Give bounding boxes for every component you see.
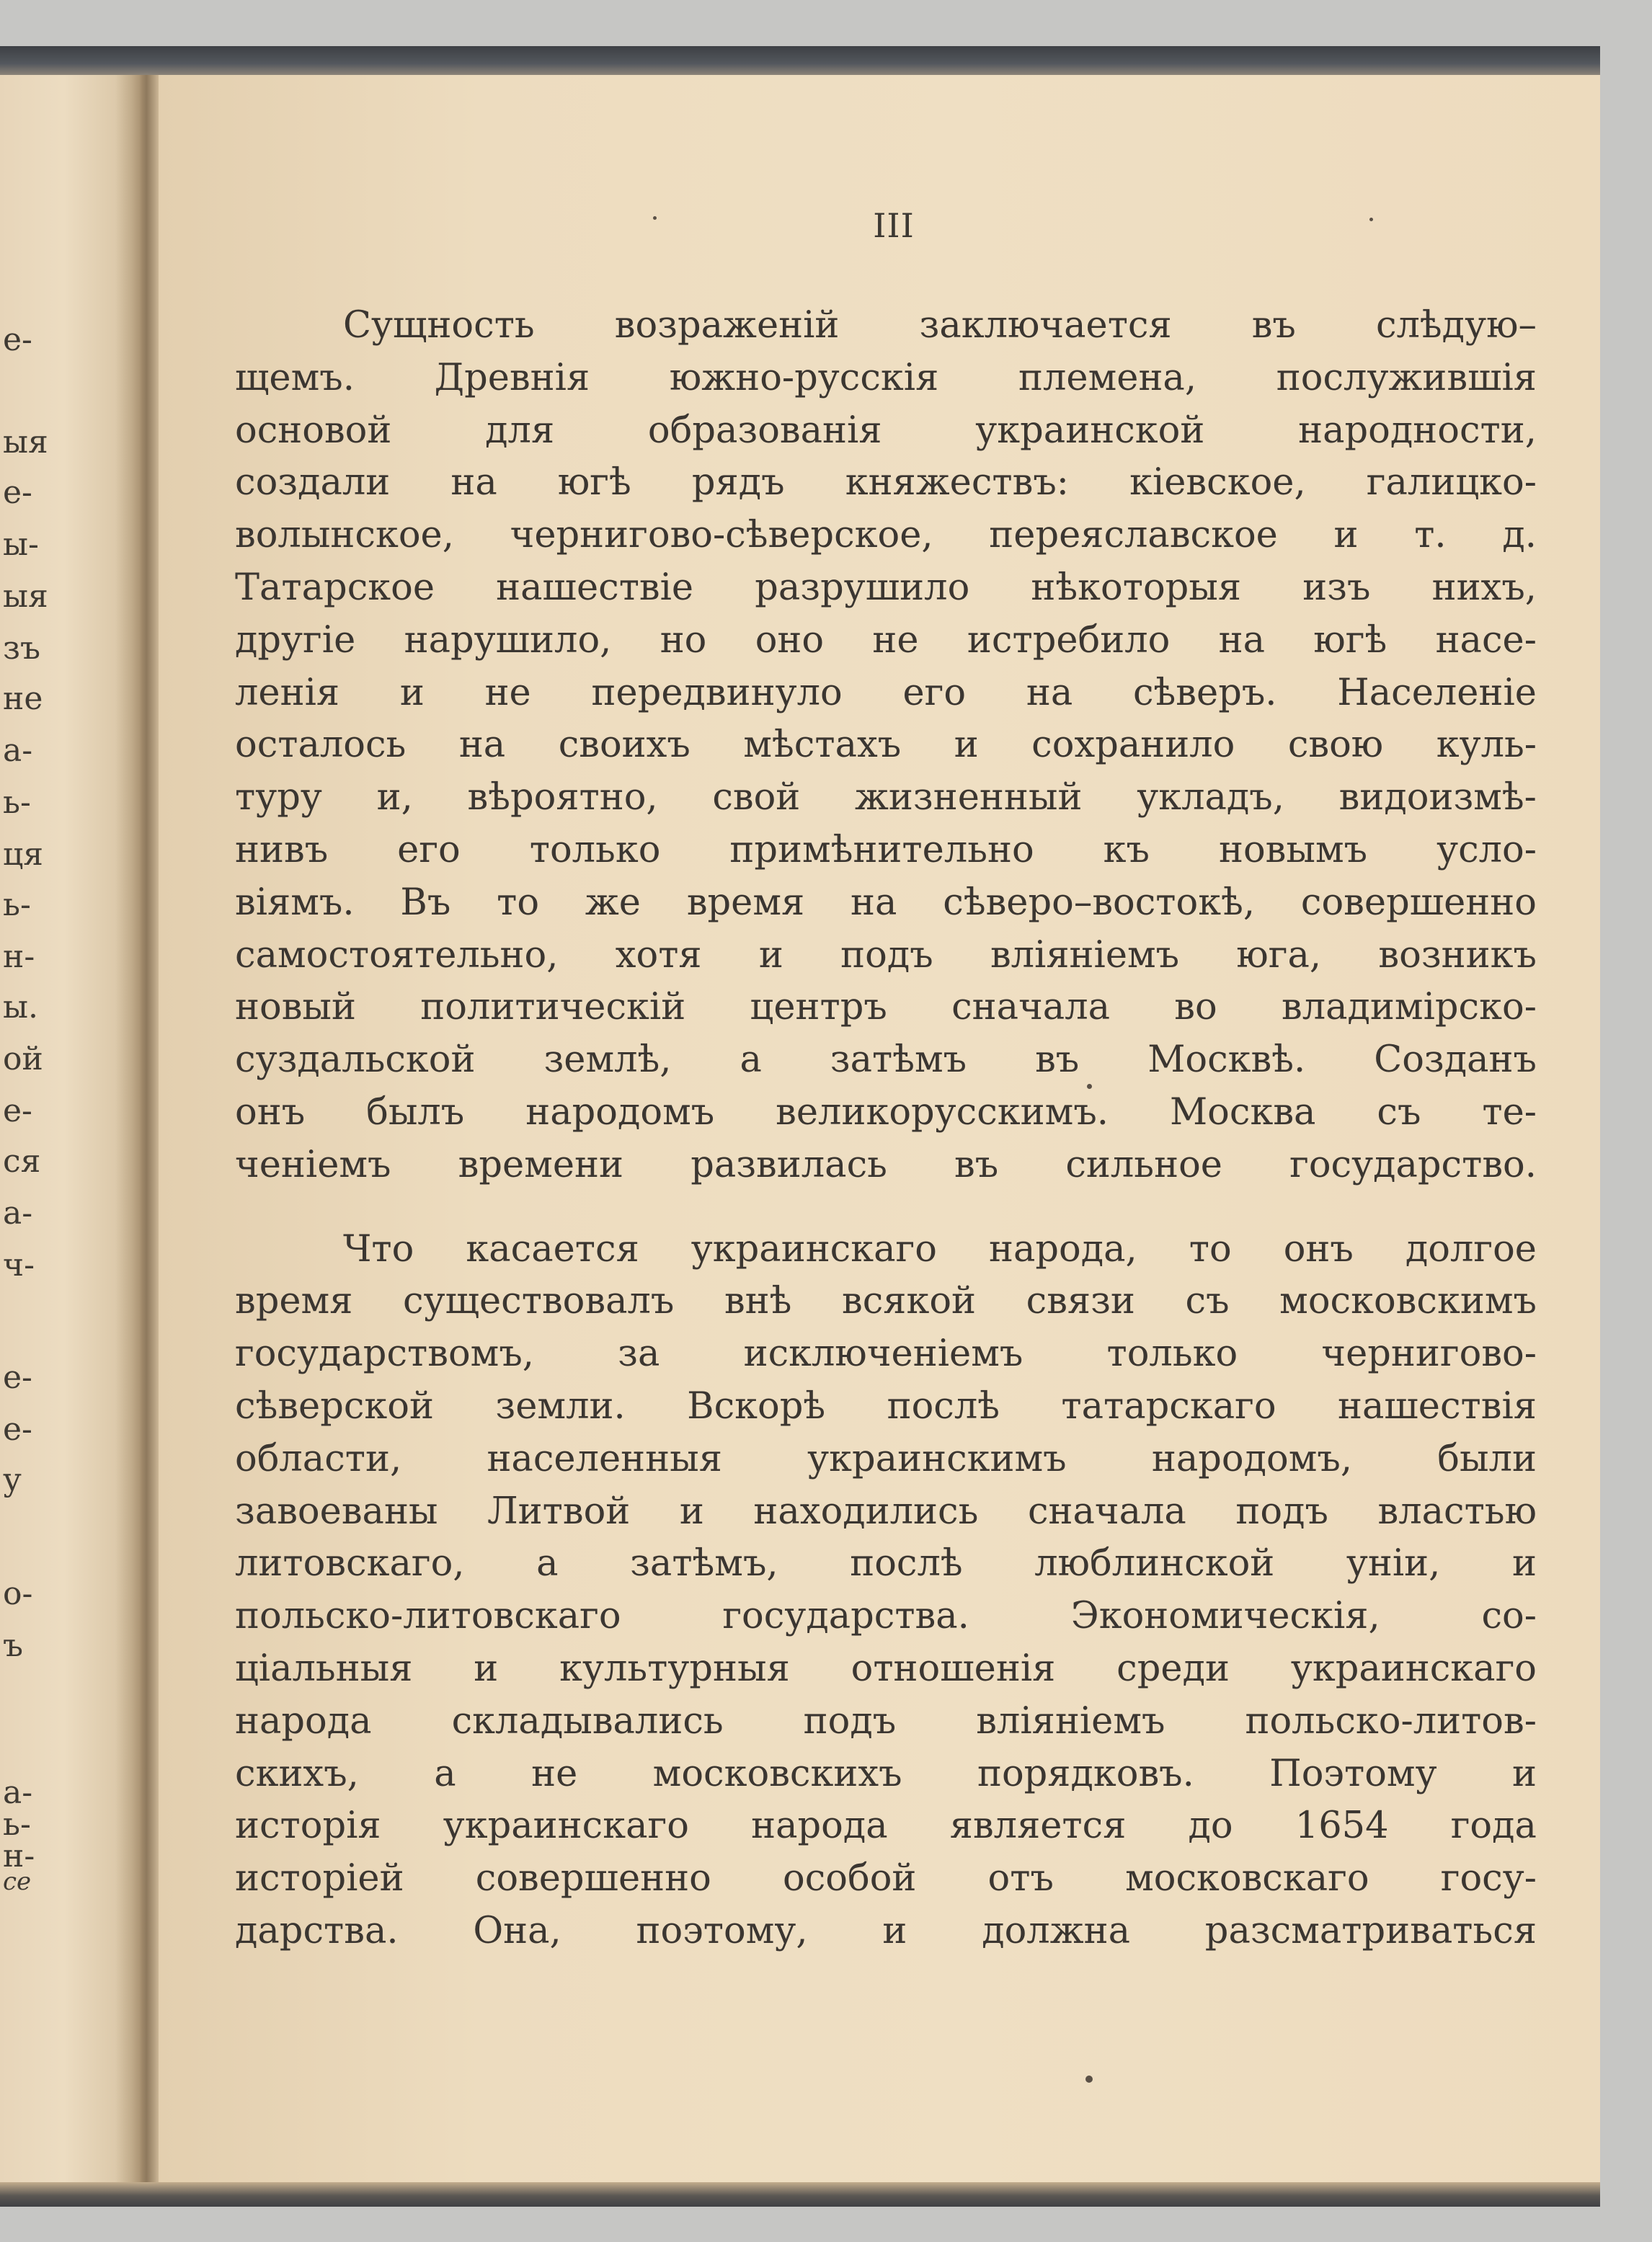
text-line: завоеваны Литвой и находились сначала подъ властью [235,1490,1537,1533]
left-page-fragment: не [3,680,43,717]
text-line: онъ былъ народомъ великорусскимъ. Москва съ те- [235,1090,1537,1134]
left-page-fragments [0,46,65,2207]
text-line: создали на югѣ рядъ княжествъ: кіевское, галицко- [235,461,1537,504]
text-line: дарства. Она, поэтому, и должна разсматриваться [235,1909,1537,1952]
left-page-fragment: а- [3,1774,33,1811]
left-page-fragment: ч- [3,1247,35,1284]
left-page-fragment: ця [3,836,44,873]
text-line: осталось на своихъ мѣстахъ и сохранило свою куль- [235,724,1537,767]
left-page-fragment: ь- [3,784,31,821]
left-page-fragment: ь- [3,1806,31,1843]
book-gutter [115,75,159,2182]
left-page-fragment: ы- [3,526,39,563]
left-page-fragment: а- [3,732,33,769]
ink-speck [1087,1084,1092,1089]
left-page-fragment: е- [3,321,32,358]
book-top-edge [0,46,1600,75]
text-line: Что касается украинскаго народа, то онъ долгое [343,1227,1537,1271]
book-bottom-edge [0,2182,1600,2207]
scanned-page [0,46,1600,2207]
text-line: віямъ. Въ то же время на сѣверо–востокѣ, совершенно [235,881,1537,924]
ink-speck [1369,218,1373,221]
text-line: новый политическій центръ сначала во владимірско- [235,986,1537,1029]
left-page-fragment: ыя [3,424,48,461]
text-line: народа складывались подъ вліяніемъ польско-литов- [235,1699,1537,1743]
left-page-fragment: ой [3,1041,43,1077]
left-page-fragment: е- [3,474,32,511]
left-page-fragment: у [3,1462,22,1498]
text-line: исторія украинскаго народа является до 1654 года [235,1805,1537,1848]
left-page-fragment: е- [3,1359,32,1396]
left-page-fragment: ь- [3,886,31,923]
left-page-fragment: ы. [3,989,39,1026]
ink-speck [653,216,657,220]
text-line: польско-литовскаго государства. Экономическія, со- [235,1595,1537,1638]
text-line: ціальныя и культурныя отношенія среди украинскаго [235,1647,1537,1690]
left-page-fragment: ъ [3,1627,23,1664]
text-line: основой для образованія украинской народности, [235,409,1537,452]
text-line: литовскаго, а затѣмъ, послѣ люблинской уніи, и [235,1542,1537,1585]
text-line: государствомъ, за исключеніемъ только черниговo- [235,1333,1537,1376]
left-page-fragment: е- [3,1411,32,1448]
left-page-fragment: н- [3,938,35,975]
text-line: Татарское нашествіе разрушило нѣкоторыя изъ нихъ, [235,566,1537,609]
text-line: время существовалъ внѣ всякой связи съ московскимъ [235,1280,1537,1323]
paragraph [235,300,1537,1192]
text-line: сѣверской земли. Вскорѣ послѣ татарскаго нашествія [235,1384,1537,1428]
ink-speck [1085,2076,1093,2083]
text-line: щемъ. Древнія южно-русскія племена, послужившія [235,356,1537,399]
text-line: волынское, черниговo-сѣверское, переяславское и т. д. [235,514,1537,557]
text-line: другіе нарушило, но оно не истребило на югѣ насе- [235,618,1537,662]
text-line: суздальской землѣ, а затѣмъ въ Москвѣ. Созданъ [235,1038,1537,1082]
left-page-fragment: ыя [3,578,48,615]
text-line: ченіемъ времени развилась въ сильное государство. [235,1143,1537,1186]
page-number: III [873,206,915,245]
text-line: области, населенныя украинскимъ народомъ, были [235,1437,1537,1480]
left-page-fragment: е- [3,1093,32,1129]
paragraph [235,1224,1537,1958]
text-line: скихъ, а не московскихъ порядковъ. Поэтому и [235,1752,1537,1795]
left-page-fragment: се [3,1867,32,1896]
text-line: самостоятельно, хотя и подъ вліяніемъ юга, возникъ [235,933,1537,977]
left-page-fragment: зъ [3,630,40,667]
paragraph-gap [235,1192,1537,1224]
text-line: ленія и не передвинуло его на сѣверъ. Населеніе [235,671,1537,714]
left-page-fragment: ся [3,1143,41,1180]
text-line: туру и, вѣроятно, свой жизненный укладъ, видоизмѣ- [235,776,1537,819]
text-line: Сущность возраженій заключается въ слѣдую– [343,304,1537,347]
left-page-fragment: а- [3,1195,33,1232]
body-text [235,300,1537,1958]
text-line: нивъ его только примѣнительно къ новымъ усло- [235,828,1537,871]
left-page-fragment: о- [3,1575,33,1612]
left-page-fragment: н- [3,1838,35,1874]
text-line: исторіей совершенно особой отъ московскаго госу- [235,1857,1537,1900]
